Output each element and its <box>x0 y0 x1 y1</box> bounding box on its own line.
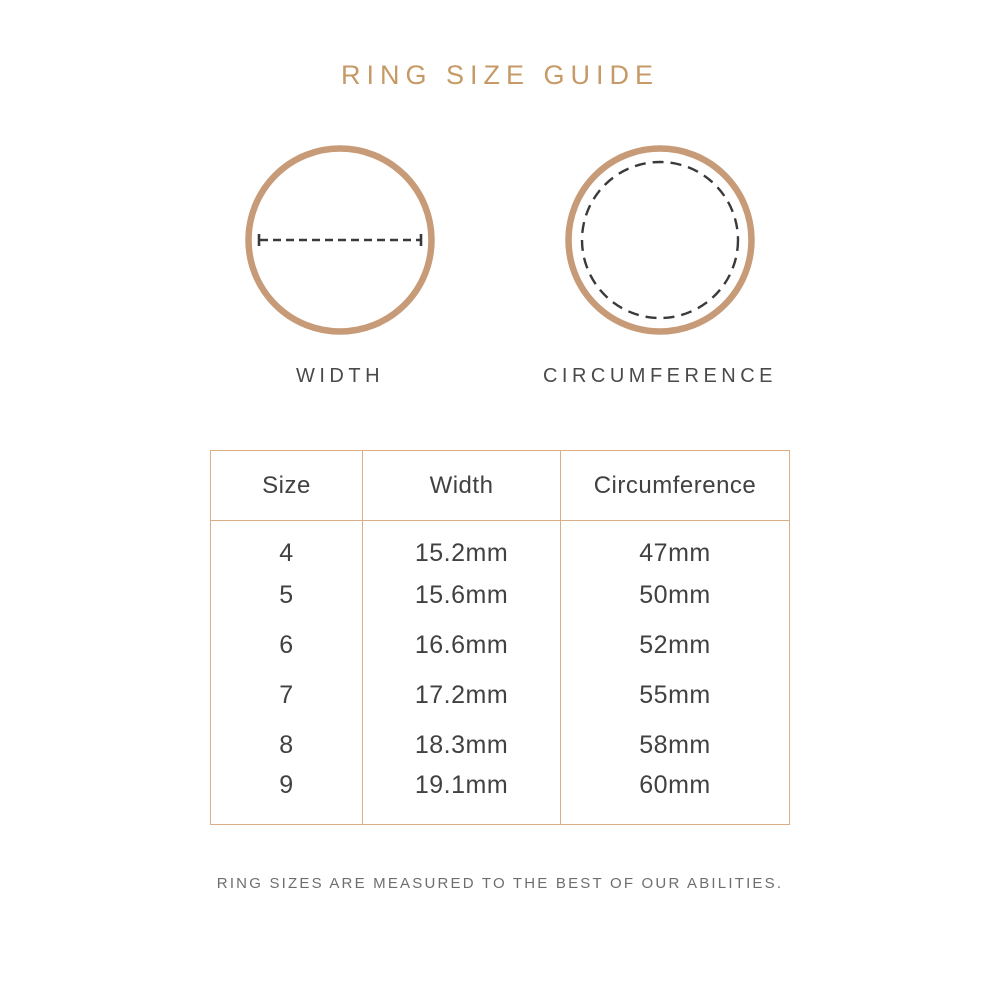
width-cell: 17.2mm <box>363 671 561 721</box>
circumference-dashed-circle <box>582 162 738 318</box>
circumference-cell: 60mm <box>561 771 790 825</box>
page-title: RING SIZE GUIDE <box>340 60 660 90</box>
size-cell: 4 <box>211 521 363 571</box>
table-row <box>211 621 790 671</box>
width-cell: 19.1mm <box>363 771 561 825</box>
circumference-cell: 58mm <box>561 721 790 771</box>
circumference-cell: 55mm <box>561 671 790 721</box>
ring-size-table <box>210 450 790 825</box>
width-cell: 16.6mm <box>363 621 561 671</box>
width-diameter-diagram-icon <box>245 145 435 335</box>
ring-outline <box>569 149 752 332</box>
table-header-row <box>211 451 790 521</box>
table-header-size: Size <box>211 451 363 521</box>
table-row <box>211 671 790 721</box>
circumference-diagram-label: CIRCUMFERENCE <box>542 365 778 388</box>
circumference-diagram <box>540 145 780 388</box>
size-cell: 9 <box>211 771 363 825</box>
width-cell: 15.6mm <box>363 571 561 621</box>
table-row <box>211 771 790 825</box>
size-cell: 8 <box>211 721 363 771</box>
size-cell: 7 <box>211 671 363 721</box>
width-cell: 18.3mm <box>363 721 561 771</box>
circumference-cell: 50mm <box>561 571 790 621</box>
table-row <box>211 521 790 571</box>
width-cell: 15.2mm <box>363 521 561 571</box>
size-cell: 6 <box>211 621 363 671</box>
table-row <box>211 571 790 621</box>
circumference-cell: 47mm <box>561 521 790 571</box>
size-cell: 5 <box>211 571 363 621</box>
width-diagram-label: WIDTH <box>295 365 385 388</box>
table-header-circumference: Circumference <box>561 451 790 521</box>
circumference-cell: 52mm <box>561 621 790 671</box>
footer-note: RING SIZES ARE MEASURED TO THE BEST OF OUR ABILITIES. <box>216 874 784 892</box>
table-header-width: Width <box>363 451 561 521</box>
diagrams-section <box>0 145 1000 388</box>
width-diagram <box>220 145 460 388</box>
circumference-diagram-icon <box>565 145 755 335</box>
table-row <box>211 721 790 771</box>
